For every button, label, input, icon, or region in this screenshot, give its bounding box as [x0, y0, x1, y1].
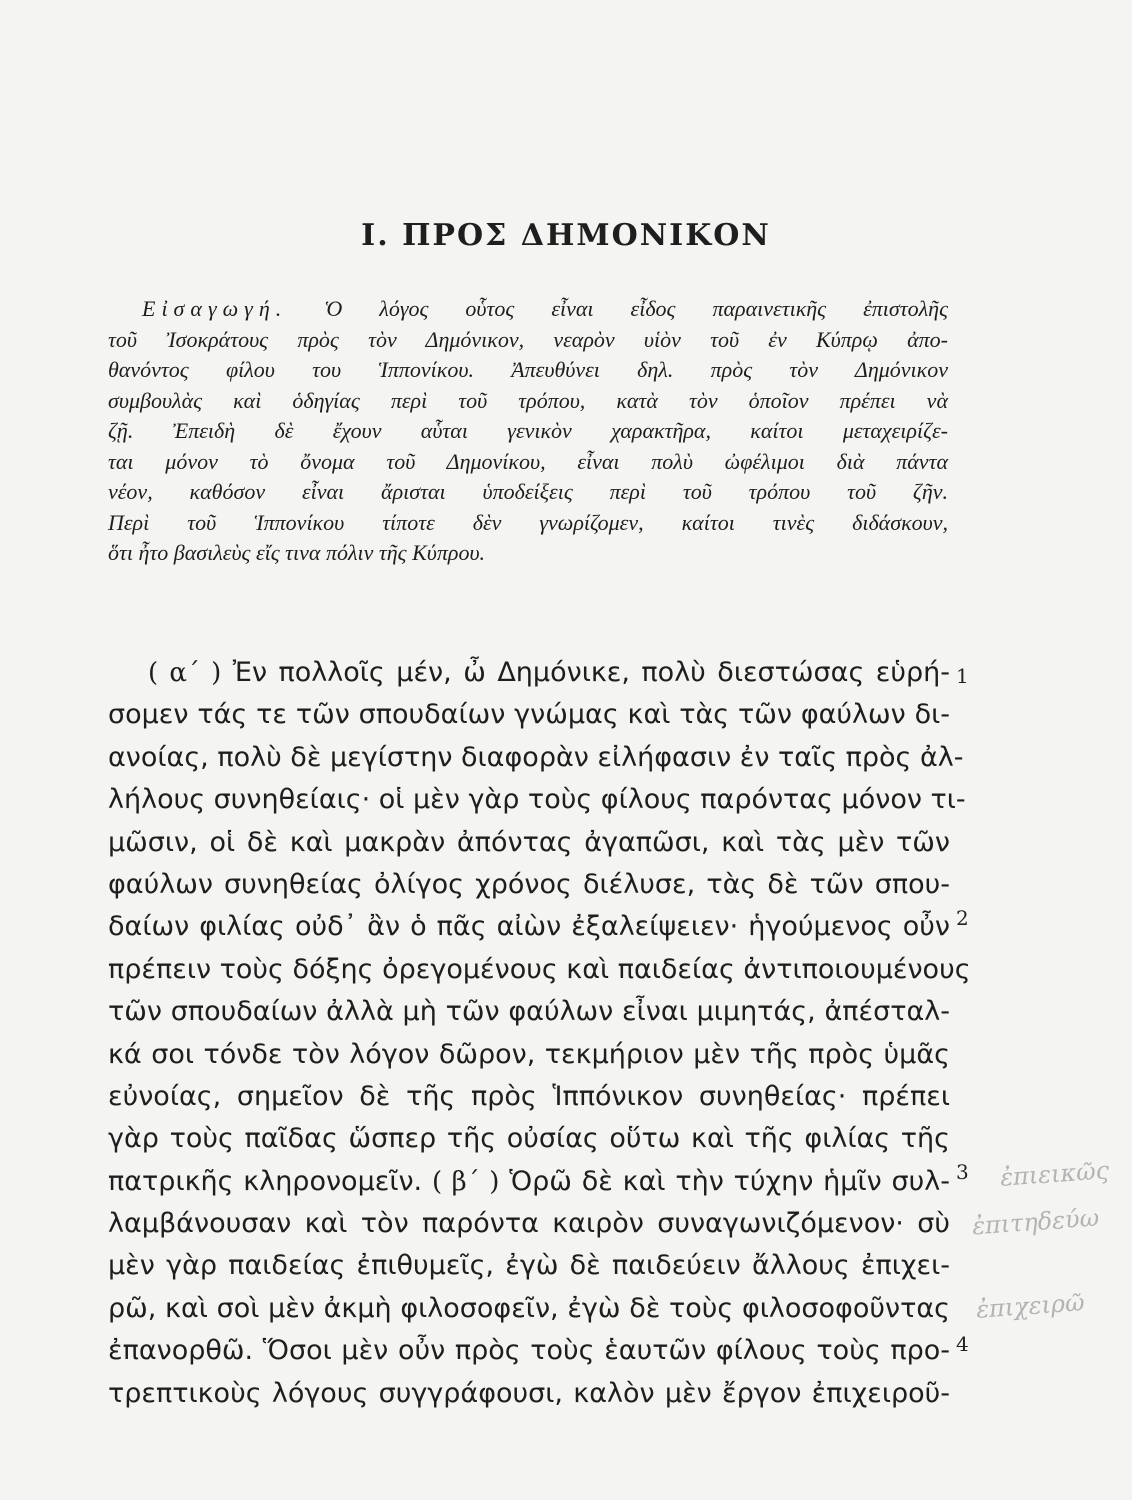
text-line: μῶσιν, οἱ δὲ καὶ μακρὰν ἀπόντας ἀγαπῶσι, καὶ τὰς μὲν τῶν: [108, 826, 950, 858]
intro-line: θανόντος φίλου του Ἱππονίκου. Ἀπευθύνει δηλ. πρὸς τὸν Δημόνικον: [108, 357, 948, 382]
text-line: λαμβάνουσαν καὶ τὸν παρόντα καιρὸν συναγωνιζόμενον· σὺ: [108, 1208, 950, 1240]
intro-line: ζῇ. Ἐπειδὴ δὲ ἔχουν αὗται γενικὸν χαρακτῆρα, καίτοι μεταχειρίζε-: [108, 418, 948, 443]
intro-line: τοῦ Ἰσοκράτους πρὸς τὸν Δημόνικον, νεαρὸν υἱὸν τοῦ ἐν Κύπρῳ ἀπο-: [108, 326, 948, 352]
intro-line: νέον, καθόσον εἶναι ἄρισται ὑποδείξεις περὶ τοῦ τρόπου τοῦ ζῆν.: [108, 479, 948, 504]
text-line: εὐνοίας, σημεῖον δὲ τῆς πρὸς Ἱππόνικον συνηθείας· πρέπει: [108, 1080, 950, 1112]
text-line: πατρικῆς κληρονομεῖν. ( β΄ ) Ὁρῶ δὲ καὶ τὴν τύχην ἡμῖν συλ-: [108, 1165, 950, 1197]
text-line: φαύλων συνηθείας ὀλίγος χρόνος διέλυσε, τὰς δὲ τῶν σπου-: [108, 868, 950, 900]
intro-label: Εἰσαγωγή.: [142, 296, 288, 321]
section-mark-beta: ( β΄ ): [432, 1166, 500, 1197]
pencil-note: ἐπιχειρῶ: [975, 1288, 1086, 1324]
section-mark-alpha: ( α΄ ): [148, 658, 222, 688]
margin-number: 4: [956, 1332, 969, 1356]
text-line: κά σοι τόνδε τὸν λόγον δῶρον, τεκμήριον μὲν τῆς πρὸς ὑμᾶς: [108, 1038, 950, 1070]
margin-number: 2: [956, 906, 969, 930]
intro-line: Περὶ τοῦ Ἱππονίκου τίποτε δὲν γνωρίζομεν, καίτοι τινὲς διδάσκουν,: [108, 509, 948, 535]
intro-line: ὅτι ἦτο βασιλεὺς εἴς τινα πόλιν τῆς Κύπρου.: [108, 540, 486, 565]
text-line: ανοίας, πολὺ δὲ μεγίστην διαφορὰν εἰλήφασιν ἐν ταῖς πρὸς ἀλ-: [108, 741, 964, 773]
text-line: ( α΄ ) Ἐν πολλοῖς μέν, ὦ Δημόνικε, πολὺ διεστώσας εὑρή-: [148, 657, 951, 688]
margin-number: 3: [956, 1160, 969, 1184]
text-line: λήλους συνηθείαις· οἱ μὲν γὰρ τοὺς φίλους παρόντας μόνον τι-: [108, 784, 966, 816]
text-line: ἐπανορθῶ. Ὅσοι μὲν οὖν πρὸς τοὺς ἑαυτῶν φίλους τοὺς προ-: [108, 1335, 950, 1367]
page-title: Ι. ΠΡΟΣ ΔΗΜΟΝΙΚΟΝ: [361, 218, 771, 253]
introduction: [108, 294, 948, 569]
text-line: πρέπειν τοὺς δόξης ὀρεγομένους καὶ παιδείας ἀντιποιουμένους: [108, 953, 971, 985]
intro-line: ται μόνον τὸ ὄνομα τοῦ Δημονίκου, εἶναι πολὺ ὠφέλιμοι διὰ πάντα: [108, 448, 948, 474]
text-line: σομεν τάς τε τῶν σπουδαίων γνώμας καὶ τὰς τῶν φαύλων δι-: [108, 699, 950, 731]
pencil-note: ἐπιτηδεύω: [971, 1203, 1101, 1241]
pencil-note: ἐπιεικῶς: [999, 1156, 1110, 1192]
intro-line: συμβουλὰς καὶ ὁδηγίας περὶ τοῦ τρόπου, κατὰ τὸν ὁποῖον πρέπει νὰ: [108, 387, 948, 413]
text-line: ρῶ, καὶ σοὶ μὲν ἀκμὴ φιλοσοφεῖν, ἐγὼ δὲ τοὺς φιλοσοφοῦντας: [108, 1292, 950, 1324]
text-line: γὰρ τοὺς παῖδας ὥσπερ τῆς οὐσίας οὕτω καὶ τῆς φιλίας τῆς: [108, 1123, 950, 1155]
intro-line: Εἰσαγωγή. Ὁ λόγος οὗτος εἶναι εἶδος παραινετικῆς ἐπιστολῆς: [142, 296, 948, 321]
text-line: μὲν γὰρ παιδείας ἐπιθυμεῖς, ἐγὼ δὲ παιδεύειν ἄλλους ἐπιχει-: [108, 1250, 950, 1282]
main-text: [108, 652, 971, 1415]
text-line: δαίων φιλίας οὐδ᾽ ἂν ὁ πᾶς αἰὼν ἐξαλείψειεν· ἡγούμενος οὖν: [108, 911, 950, 943]
text-line: τρεπτικοὺς λόγους συγγράφουσι, καλὸν μὲν ἔργον ἐπιχειροῦ-: [108, 1377, 950, 1409]
margin-number: 1: [956, 664, 969, 688]
text-line: τῶν σπουδαίων ἀλλὰ μὴ τῶν φαύλων εἶναι μιμητάς, ἀπέσταλ-: [108, 996, 950, 1028]
